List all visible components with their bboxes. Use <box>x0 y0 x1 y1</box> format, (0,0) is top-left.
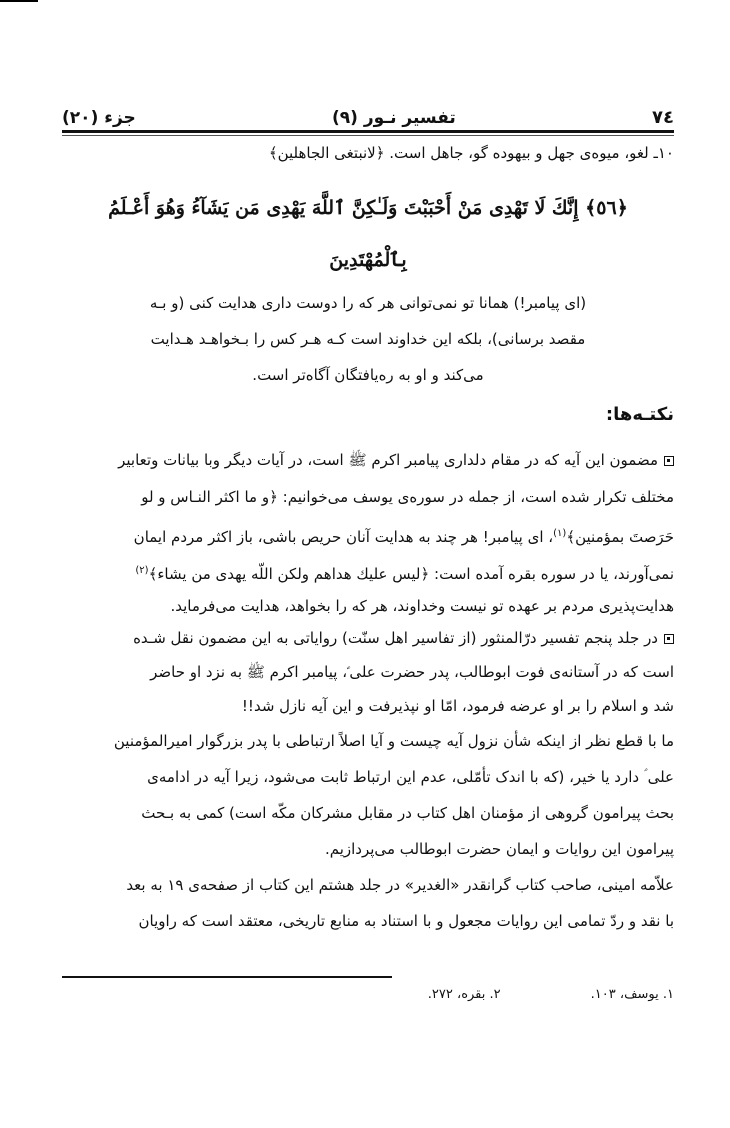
body-line-1 <box>62 447 674 473</box>
body-line-3 <box>62 521 674 550</box>
body-line-5: هدایت‌پذیری مردم بر عهده تو نیست وخداوند، هر که را بخواهد، هدایت می‌فرماید. <box>170 597 674 615</box>
footnote-2: ٢. بقره، ٢٧٢. <box>427 987 501 1002</box>
verse-number: ﴿٥٦﴾ <box>585 197 628 219</box>
footnote-rule <box>62 976 392 978</box>
scan-edge-mark <box>0 0 38 2</box>
body-line-6 <box>62 625 674 651</box>
translation-line-2: مقصد برسانی)، بلکه این خداوند است کـه هـر کس را بـخواهـد هـدایت <box>150 330 586 348</box>
body-text: ، ای پیامبر! هر چند به هدایت آنان حریص باشی، باز اکثر مردم ایمان <box>133 528 554 546</box>
body-line-9: ما با قطع نظر از اینکه شأن نزول آیه چیست و آیا اصلاً ارتباطی با پدر بزرگوار امیرالمؤمنین <box>113 732 674 750</box>
body-line-8: شد و اسلام را بر او عرضه فرمود، امّا او نپذیرفت و این آیه نازل شد!! <box>241 697 674 715</box>
book-title: تفسیر نـور (٩) <box>331 108 456 128</box>
verse-text-1: إِنَّكَ لَا تَهْدِى مَنْ أَحْبَبْتَ وَلَـٰكِنَّ ٱللَّهَ يَهْدِى مَن يَشَآءُ وَهُوَ أَعْـلَمُ <box>108 197 579 219</box>
verse-line-1 <box>62 190 674 226</box>
translation-line-1: (ای پیامبر!) همانا تو نمی‌توانی هر که را دوست داری هدایت کنی (و بـه <box>149 294 587 312</box>
page-header <box>62 100 674 128</box>
header-rule <box>62 130 674 133</box>
body-line-14: با نقد و ردّ تمامی این روایات مجعول و با استناد به منابع تاریخی، معتقد است که راویان <box>138 912 674 930</box>
body-line-4 <box>62 558 674 587</box>
verse-line-2: بِٱلْمُهْتَدِينَ <box>329 249 407 271</box>
translation-line-3: می‌کند و او به ره‌یافتگان آگاه‌تر است. <box>252 366 484 384</box>
body-line-2: مختلف تکرار شده است، از جمله در سوره‌ی یوسف می‌خوانیم: ﴿و ما اکثر النـاس و لو <box>141 488 674 506</box>
body-line-7: است که در آستانه‌ی فوت ابوطالب، پدر حضرت علی ؑ، پیامبر اکرم ﷺ به نزد او حاضر <box>150 663 674 681</box>
top-note: ١٠ـ لغو، میوه‌ی جهل و بیهوده گو، جاهل است. ﴿لانبتغی الجاهلین﴾ <box>268 144 674 162</box>
bullet-square-icon <box>664 456 674 466</box>
footnote-ref-2: (٢) <box>135 565 149 576</box>
footnote-1: ١. یوسف، ١٠٣. <box>590 987 674 1002</box>
page-number: ٧٤ <box>652 107 674 128</box>
body-line-13: علاّمه امینی، صاحب کتاب گرانقدر «الغدیر» در جلد هشتم این کتاب از صفحه‌ی ١٩ به بعد <box>126 876 674 894</box>
body-text: در جلد پنجم تفسیر درّالمنثور (از تفاسیر اهل سنّت) روایاتی به این مضمون نقل شـده <box>133 629 658 647</box>
body-line-12: پیرامون این روایات و ایمان حضرت ابوطالب می‌پردازیم. <box>324 840 674 858</box>
body-line-11: بحث پیرامون گروهی از مؤمنان اهل کتاب در مقابل مشرکان مکّه است) کمی به بـحث <box>141 804 674 822</box>
body-text: نمی‌آورند، یا در سوره بقره آمده است: ﴿لیس علیك هداهم ولكن اللّه یهدی من یشاء﴾ <box>148 565 674 583</box>
body-text: حَرَصتَ بمؤمنین﴾ <box>566 528 674 546</box>
footnote-ref-1: (١) <box>553 528 567 539</box>
footnotes <box>428 987 674 1002</box>
body-text: مضمون این آیه که در مقام دلداری پیامبر اکرم ﷺ است، در آیات دیگر وبا بیانات وتعابیر <box>118 451 658 469</box>
part-label: جزء (٢٠) <box>62 108 136 128</box>
header-rule-thin <box>62 135 674 136</box>
bullet-square-icon <box>664 634 674 644</box>
body-line-10: علی ؑ دارد یا خیر، (که با اندک تأمّلی، عدم این ارتباط ثابت می‌شود، زیرا آیه در ادامه‌ی <box>147 768 674 786</box>
section-title: نکتـه‌ها: <box>605 404 674 425</box>
